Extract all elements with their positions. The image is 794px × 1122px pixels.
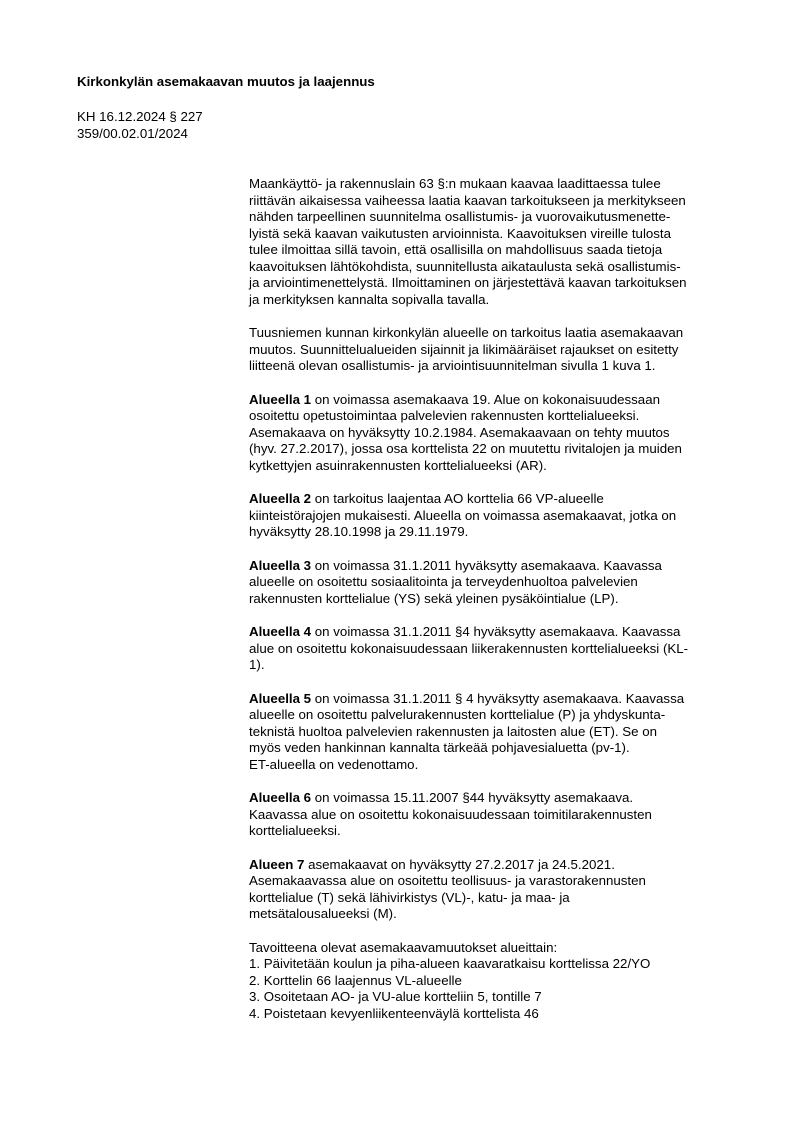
- text-run: on voimassa 31.1.2011 §4 hyväksytty asemakaava. Kaavassa: [311, 624, 681, 639]
- text-run: asemakaavat on hyväksytty 27.2.2017 ja 24.5.2021.: [304, 856, 615, 872]
- document-title: Kirkonkylän asemakaavan muutos ja laajennus: [77, 74, 375, 89]
- text-line: [249, 857, 749, 874]
- text-line: ET-alueella on vedenottamo.: [249, 756, 419, 772]
- list-item: 3. Osoitetaan AO- ja VU-alue kortteliin 5, tontille 7: [249, 989, 542, 1004]
- text-run: on voimassa 31.1.2011 hyväksytty asemakaava. Kaavassa: [311, 557, 662, 573]
- text-line: teknistä huoltoa palvelevien rakennusten ja laitosten alue (ET). Se on: [249, 723, 658, 739]
- text-line: [249, 558, 749, 575]
- text-run: on tarkoitus laajentaa AO korttelia 66 VP-alueelle: [311, 491, 604, 506]
- text-line: Tuusniemen kunnan kirkonkylän alueelle on tarkoitus laatia asemakaavan: [249, 325, 684, 340]
- text-line: lyistä sekä kaavan vaikutusten arvioinnista. Kaavoituksen vireille tulosta: [249, 225, 672, 241]
- text-line: metsätalousalueeksi (M).: [249, 906, 397, 921]
- text-line: kytkettyjen asuinrakennusten korttelialueeksi (AR).: [249, 457, 547, 473]
- area-label: Alueella 3: [249, 557, 312, 573]
- area-label: Alueella 1: [249, 391, 312, 407]
- area-3-paragraph: [249, 558, 749, 608]
- document-body: [249, 176, 749, 1022]
- case-number: 359/00.02.01/2024: [77, 125, 188, 141]
- text-line: Asemakaava on hyväksytty 10.2.1984. Asemakaavaan on tehty muutos: [249, 424, 670, 440]
- area-label: Alueella 6: [249, 790, 312, 805]
- text-line: 1).: [249, 657, 265, 672]
- text-line: tulee ilmoittaa sillä tavoin, että osallisilla on mahdollisuus saada tietoja: [249, 242, 663, 257]
- text-line: (hyv. 27.2.2017), jossa osa korttelista 22 on muutettu rivitalojen ja muiden: [249, 441, 682, 456]
- area-5-paragraph: [249, 691, 749, 774]
- area-label: Alueella 5: [249, 690, 312, 706]
- text-line: korttelialueeksi.: [249, 823, 341, 838]
- text-line: rakennusten korttelialue (YS) sekä yleinen pysäköintialue (LP).: [249, 590, 619, 606]
- intro-paragraph: [249, 176, 749, 308]
- text-run: on voimassa 15.11.2007 §44 hyväksytty asemakaava.: [311, 790, 634, 805]
- text-line: kaavoituksen lähtökohdista, suunnitellusta aikataulusta sekä osallistumis-: [249, 258, 681, 274]
- text-line: nähden tarpeellinen suunnitelma osallistumis- ja vuorovaikutusmenette-: [249, 209, 671, 224]
- text-run: on voimassa asemakaava 19. Alue on kokonaisuudessaan: [311, 391, 660, 407]
- area-4-paragraph: [249, 624, 749, 674]
- area-7-paragraph: [249, 857, 749, 923]
- text-line: Maankäyttö- ja rakennuslain 63 §:n mukaan kaavaa laadittaessa tulee: [249, 176, 661, 191]
- list-item: 1. Päivitetään koulun ja piha-alueen kaavaratkaisu korttelissa 22/YO: [249, 956, 651, 971]
- text-line: ja merkityksen kannalta sopivalla tavalla.: [249, 291, 490, 307]
- area-1-paragraph: [249, 392, 749, 475]
- text-line: liitteenä olevan osallistumis- ja arviointisuunnitelman sivulla 1 kuva 1.: [249, 358, 656, 373]
- text-line: [249, 392, 749, 409]
- area-label: Alueella 4: [249, 624, 312, 639]
- text-line: hyväksytty 28.10.1998 ja 29.11.1979.: [249, 524, 469, 539]
- text-line: kiinteistörajojen mukaisesti. Alueella on voimassa asemakaavat, jotka on: [249, 507, 677, 523]
- goals-list: [249, 956, 749, 1022]
- area-6-paragraph: [249, 790, 749, 840]
- document-meta: [77, 109, 203, 142]
- text-line: osoitettu opetustoimintaa palvelevien rakennusten korttelialueeksi.: [249, 408, 640, 423]
- list-item: 2. Korttelin 66 laajennus VL-alueelle: [249, 972, 462, 988]
- purpose-paragraph: [249, 325, 749, 375]
- text-line: [249, 624, 749, 641]
- text-line: alue on osoitettu kokonaisuudessaan liikerakennusten korttelialueeksi (KL-: [249, 640, 689, 656]
- area-label: Alueen 7: [249, 856, 305, 872]
- goals-heading: Tavoitteena olevat asemakaavamuutokset alueittain:: [249, 939, 558, 955]
- text-line: Kaavassa alue on osoitettu kokonaisuudessaan toimitilarakennusten: [249, 806, 652, 822]
- text-line: [249, 691, 749, 708]
- text-line: [249, 790, 749, 807]
- area-label: Alueella 2: [249, 491, 312, 506]
- text-line: alueelle on osoitettu palvelurakennusten korttelialue (P) ja yhdyskunta-: [249, 707, 666, 722]
- text-run: on voimassa 31.1.2011 § 4 hyväksytty asemakaava. Kaavassa: [311, 690, 685, 706]
- text-line: riittävän aikaisessa vaiheessa laatia kaavan tarkoitukseen ja merkitykseen: [249, 192, 686, 208]
- meeting-reference: KH 16.12.2024 § 227: [77, 109, 203, 124]
- text-line: Asemakaavassa alue on osoitettu teollisuus- ja varastorakennusten: [249, 873, 646, 888]
- text-line: alueelle on osoitettu sosiaalitointa ja terveydenhuoltoa palvelevien: [249, 574, 638, 589]
- goals-section: [249, 940, 749, 1023]
- text-line: ja arviointimenettelystä. Ilmoittaminen on järjestettävä kaavan tarkoituksen: [249, 275, 687, 290]
- text-line: korttelialue (T) sekä lähivirkistys (VL)-, katu- ja maa- ja: [249, 889, 570, 905]
- text-line: myös veden hankinnan kannalta tärkeää pohjavesialuetta (pv-1).: [249, 740, 630, 755]
- list-item: 4. Poistetaan kevyenliikenteenväylä korttelista 46: [249, 1005, 539, 1021]
- text-line: [249, 491, 749, 508]
- area-2-paragraph: [249, 491, 749, 541]
- text-line: muutos. Suunnittelualueiden sijainnit ja likimääräiset rajaukset on esitetty: [249, 341, 679, 357]
